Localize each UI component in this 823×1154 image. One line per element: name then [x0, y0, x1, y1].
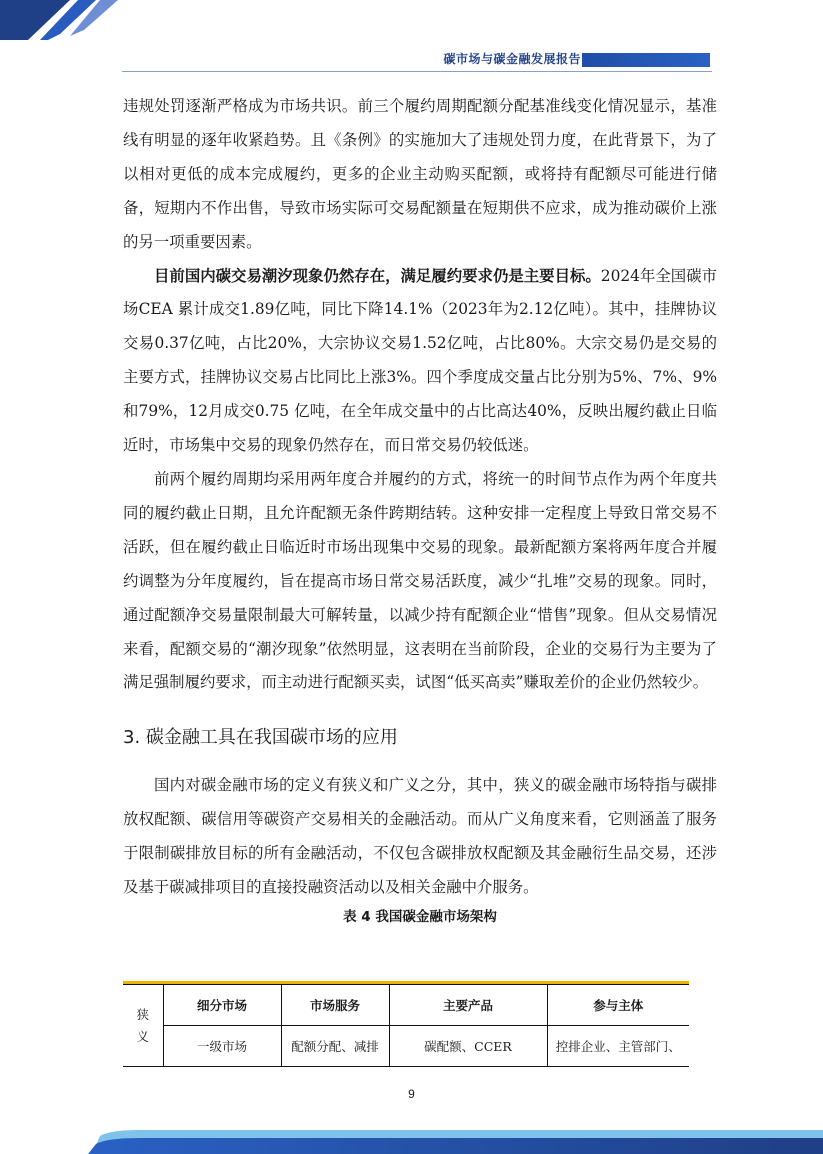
page-number: 9	[408, 1087, 415, 1101]
column-header: 细分市场	[163, 985, 281, 1026]
carbon-finance-table	[123, 981, 689, 1071]
page-body	[123, 90, 717, 927]
table-row	[123, 1026, 689, 1067]
paragraph-2-emphasis: 目前国内碳交易潮汐现象仍然存在，满足履约要求仍是主要目标。	[154, 266, 601, 285]
column-header: 参与主体	[547, 985, 689, 1026]
table-body	[123, 984, 689, 1067]
table-cell: 一级市场	[163, 1026, 281, 1067]
paragraph-4: 国内对碳金融市场的定义有狭义和广义之分，其中，狭义的碳金融市场特指与碳排放权配额、碳信用等碳资产交易相关的金融活动。而从广义角度来看，它则涵盖了服务于限制碳排放目标的所有金融活动，不仅包含碳排放权配额及其金融衍生品交易，还涉及基于碳减排项目的直接投融资活动以及相关金融中介服务。	[123, 776, 717, 897]
section-heading: 3. 碳金融工具在我国碳市场的应用	[123, 727, 398, 749]
paragraph-2-text: 2024年全国碳市场CEA 累计成交1.89亿吨，同比下降14.1%（2023年为2.12亿吨）。其中，挂牌协议交易0.37亿吨，占比20%，大宗协议交易1.52亿吨，占比80%。大宗交易仍是交易的主要方式，挂牌协议交易占比同比上涨3%。四个季度成交量占比分别为5%、7%、9%和79%，12月成交0.75 亿吨，在全年成交量中的占比高达40%，反映出履约截止日临近时，市场集中交易的现象仍然存在，而日常交易仍较低迷。	[123, 266, 717, 455]
paragraph-2	[123, 260, 717, 463]
header-rule	[122, 71, 712, 72]
running-header-title: 碳市场与碳金融发展报告	[443, 52, 581, 66]
group-label	[123, 985, 163, 1067]
paragraph-1: 违规处罚逐渐严格成为市场共识。前三个履约周期配额分配基准线变化情况显示，基准线有明显的逐年收紧趋势。且《条例》的实施加大了违规处罚力度，在此背景下，为了以相对更低的成本完成履约，更多的企业主动购买配额，或将持有配额尽可能进行储备，短期内不作出售，导致市场实际可交易配额量在短期供不应求，成为推动碳价上涨的另一项重要因素。	[123, 97, 717, 251]
group-label-text: 狭义	[136, 1006, 149, 1044]
header-corner-decoration	[0, 0, 140, 40]
table-cell: 碳配额、CCER	[389, 1026, 547, 1067]
table-cell: 配额分配、减排	[281, 1026, 389, 1067]
table-caption: 表 4 我国碳金融市场架构	[343, 908, 497, 925]
column-header: 市场服务	[281, 985, 389, 1026]
footer-decoration	[0, 1126, 823, 1154]
table-cell: 控排企业、主管部门、	[547, 1026, 689, 1067]
header-accent-bar	[582, 53, 710, 67]
paragraph-3: 前两个履约周期均采用两年度合并履约的方式，将统一的时间节点作为两个年度共同的履约截止日期，且允许配额无条件跨期结转。这种安排一定程度上导致日常交易不活跃，但在履约截止日临近时市场出现集中交易的现象。最新配额方案将两年度合并履约调整为分年度履约，旨在提高市场日常交易活跃度，减少“扎堆”交易的现象。同时，通过配额净交易量限制最大可解转量，以减少持有配额企业“惜售”现象。但从交易情况来看，配额交易的“潮汐现象”依然明显，这表明在当前阶段，企业的交易行为主要为了满足强制履约要求，而主动进行配额买卖，试图“低买高卖”赚取差价的企业仍然较少。	[123, 469, 717, 692]
column-header: 主要产品	[389, 985, 547, 1026]
